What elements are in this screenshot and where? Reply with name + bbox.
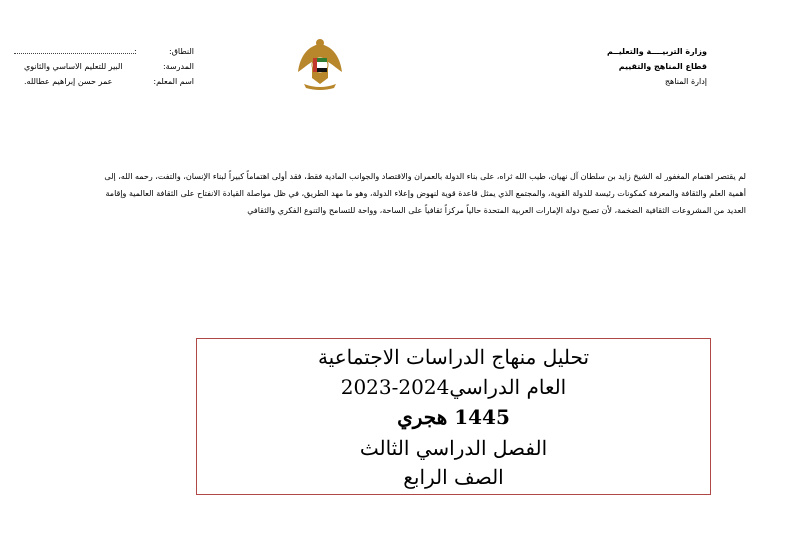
- school-value: البير للتعليم الاساسي والثانوي: [24, 62, 123, 71]
- paragraph-line: أهمية العلم والثقافة والمعرفة كمكونات رئيسة للدولة القوية، والمجتمع الذي يمثل قاعدة قوية لنهوض وإعلاء الدولة، وهو ما مهد الطريق، في ظل مواصلة القيادة الانفتاح على الثقافة العالمية وإقامة: [105, 189, 746, 198]
- semester-line: الفصل الدراسي الثالث: [359, 436, 548, 460]
- school-row: [14, 59, 194, 74]
- school-year-line: [197, 375, 710, 399]
- title-line: تحليل منهاج الدراسات الاجتماعية: [317, 345, 590, 369]
- teacher-row: [14, 74, 194, 89]
- grade-line: الصف الرابع: [403, 465, 504, 489]
- teacher-value: عمر حسن إبراهيم عطالله.: [24, 77, 113, 86]
- sector-name: قطاع المناهج والتقييم: [618, 62, 707, 71]
- region-value: :: [14, 44, 137, 59]
- paragraph-line: لم يقتصر اهتمام المغفور له الشيخ زايد بن سلطان آل نهيان، طيب الله ثراه، على بناء الدولة بالعمران والاقتصاد والجوانب المادية فقط، فقد أولى اهتماماً كبيراً لبناء الإنسان، والتفت، رحمه الله، إلى: [104, 172, 746, 181]
- paragraph-line: العديد من المشروعات الثقافية الضخمة، لأن تصبح دولة الإمارات العربية المتحدة حالياً مركزاً ثقافياً على الساحة، وواحة للتسامح والتنوع الفكري والثقافي: [247, 206, 746, 215]
- title-box: [196, 338, 711, 495]
- intro-paragraph: [40, 168, 746, 219]
- teacher-label: اسم المعلم:: [153, 77, 194, 86]
- region-row: [14, 44, 194, 59]
- department-name: إدارة المناهج: [664, 77, 707, 86]
- teacher-info-block: [14, 44, 194, 89]
- ministry-name: وزارة التربيــــة والتعليــم: [606, 47, 707, 56]
- hijri-year-line: 1445 هجري: [397, 405, 510, 429]
- school-label: المدرسة:: [162, 62, 194, 71]
- uae-emblem-icon: [290, 34, 350, 92]
- school-year-text: العام الدراسي2024-2023: [340, 375, 567, 399]
- region-label: النطاق:: [169, 47, 194, 56]
- ministry-header: [557, 44, 707, 89]
